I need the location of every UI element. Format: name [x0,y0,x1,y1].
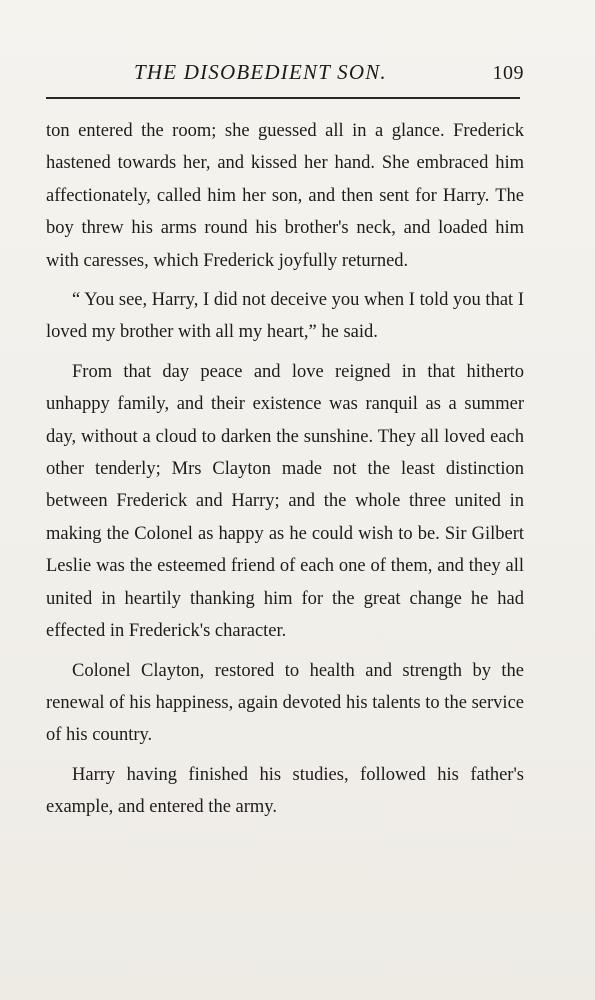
header-rule [46,97,520,99]
paragraph-harry: Harry having finished his studies, followed his father's example, and entered the army. [46,764,524,818]
paragraph-colonel: Colonel Clayton, restored to health and strength by the renewal of his happiness, again devoted his talents to the service of his country. [46,660,524,746]
paragraph-quote: “ You see, Harry, I did not deceive you when I told you that I loved my brother with all my heart,” he said. [46,290,524,343]
paragraph-continuation: ton entered the room; she guessed all in a glance. Frederick hastened towards her, and kissed her hand. She embraced him affectionately, called him her son, and then sent for Harry. The boy threw his arms round his brother's neck, and loaded him with caresses, which Frederick joyfully returned. [46,121,524,271]
page-header [46,60,524,90]
body-text [46,115,524,831]
page-number: 109 [492,62,524,84]
paragraph-peace: From that day peace and love reigned in that hitherto unhappy family, and their existence was ranquil as a summer day, without a cloud to darken the sunshine. They all loved each other tenderly; Mrs Clayton made not the least distinction between Frederick and Harry; and the whole three united in making the Colonel as happy as he could wish to be. Sir Gilbert Leslie was the esteemed friend of each one of them, and they all united in heartily thanking him for the great change he had effected in Frederick's character. [46,361,524,642]
running-title: THE DISOBEDIENT SON. [134,60,387,84]
